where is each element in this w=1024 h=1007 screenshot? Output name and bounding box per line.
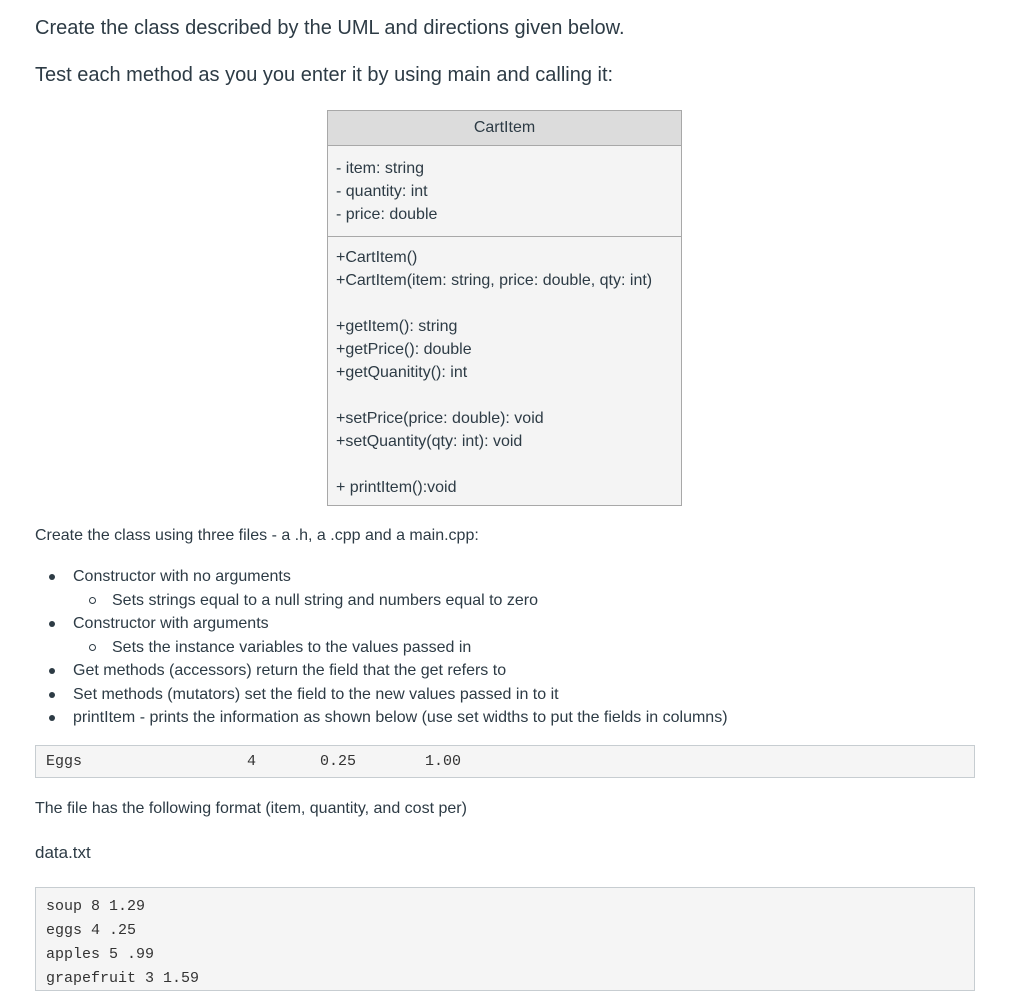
- uml-getter: +getQuanitity(): int: [336, 364, 468, 381]
- uml-setter: +setPrice(price: double): void: [336, 410, 544, 427]
- list-item: Constructor with arguments: [35, 612, 728, 636]
- data-line: grapefruit 3 1.59: [46, 970, 200, 987]
- requirements-list: [35, 565, 728, 730]
- sub-list-item: Sets strings equal to a null string and numbers equal to zero: [35, 589, 728, 613]
- instruction-heading: Create the class described by the UML and directions given below.: [35, 17, 625, 39]
- output-total: 1.00: [425, 753, 462, 770]
- uml-print-method: + printItem():void: [336, 479, 457, 496]
- files-instruction: Create the class using three files - a .h, a .cpp and a main.cpp:: [35, 527, 479, 544]
- data-file-name: data.txt: [35, 843, 91, 862]
- test-instruction-heading: Test each method as you you enter it by using main and calling it:: [35, 64, 614, 86]
- uml-attribute: - quantity: int: [336, 183, 428, 200]
- list-item: printItem - prints the information as shown below (use set widths to put the fields in columns): [35, 706, 728, 730]
- list-item: Set methods (mutators) set the field to the new values passed in to it: [35, 683, 728, 707]
- list-item: Constructor with no arguments: [35, 565, 728, 589]
- data-line: eggs 4 .25: [46, 922, 137, 939]
- uml-getter: +getPrice(): double: [336, 341, 472, 358]
- uml-attribute: - price: double: [336, 206, 438, 223]
- data-line: apples 5 .99: [46, 946, 155, 963]
- sample-output-block: [35, 745, 975, 778]
- uml-setter: +setQuantity(qty: int): void: [336, 433, 523, 450]
- uml-methods: [328, 237, 681, 499]
- uml-getter: +getItem(): string: [336, 318, 458, 335]
- uml-class-name: CartItem: [328, 111, 681, 146]
- output-quantity: 4: [247, 753, 257, 770]
- output-price: 0.25: [320, 753, 357, 770]
- data-line: soup 8 1.29: [46, 898, 146, 915]
- uml-constructor: +CartItem(item: string, price: double, qty: int): [336, 272, 653, 289]
- file-format-description: The file has the following format (item, quantity, and cost per): [35, 800, 467, 817]
- sub-list-item: Sets the instance variables to the values passed in: [35, 636, 728, 660]
- list-item: Get methods (accessors) return the field that the get refers to: [35, 659, 728, 683]
- uml-class-diagram: [327, 110, 682, 506]
- uml-constructor: +CartItem(): [336, 249, 418, 266]
- uml-attributes: [328, 146, 681, 237]
- output-item: Eggs: [46, 753, 83, 770]
- uml-attribute: - item: string: [336, 160, 425, 177]
- data-file-block: [35, 887, 975, 991]
